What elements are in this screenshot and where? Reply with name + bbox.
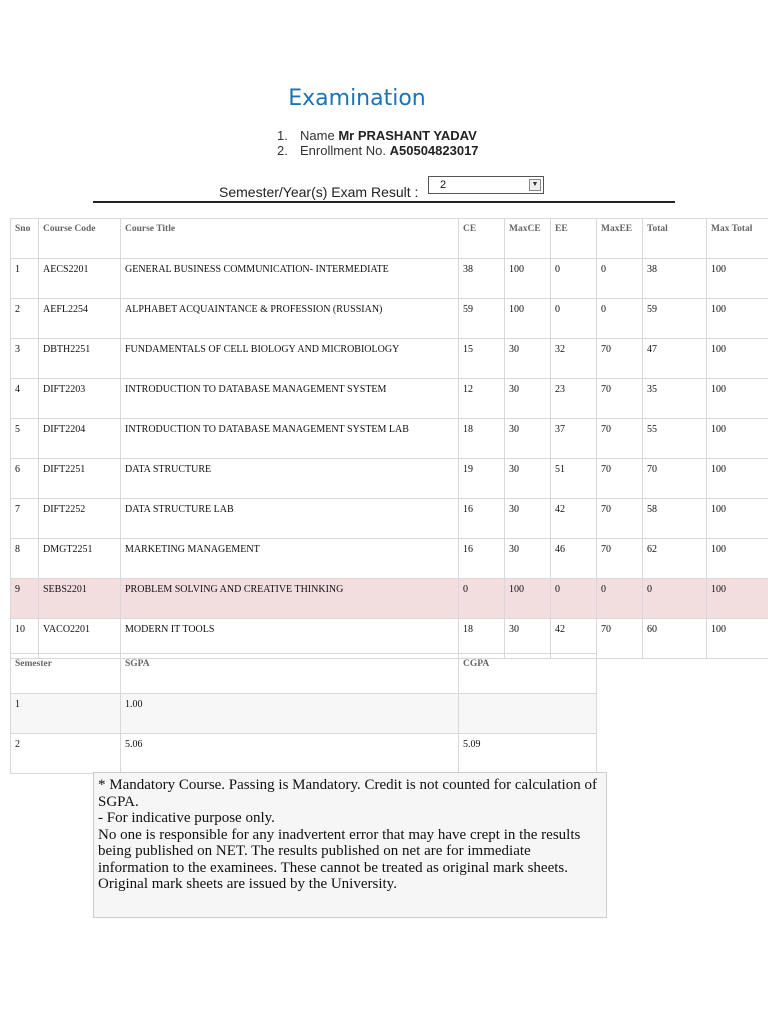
note-line: No one is responsible for any inadvertent error that may have crept in the results being published on NET. The results published on net are for immediate information to the examinees. These cannot be treated as original mark sheets. Original mark sheets are issued by the University.	[98, 826, 581, 892]
results-header: MaxCE	[505, 219, 551, 259]
results-cell: 5	[11, 419, 39, 459]
dropdown-arrow-icon[interactable]: ▼	[529, 179, 541, 191]
results-cell: 100	[707, 499, 768, 539]
results-cell: INTRODUCTION TO DATABASE MANAGEMENT SYSTEM	[121, 379, 459, 419]
results-cell: 70	[597, 499, 643, 539]
results-cell: 30	[505, 499, 551, 539]
list-number: 2.	[277, 143, 288, 158]
results-header: CE	[459, 219, 505, 259]
results-cell: 3	[11, 339, 39, 379]
results-cell: DIFT2204	[39, 419, 121, 459]
results-cell: 59	[643, 299, 707, 339]
student-info-list	[277, 128, 479, 158]
results-cell: 100	[707, 339, 768, 379]
results-cell: 60	[643, 619, 707, 659]
results-cell: 70	[597, 459, 643, 499]
gpa-cell: 5.09	[459, 734, 597, 774]
results-row	[11, 379, 768, 419]
results-header: Max Total	[707, 219, 768, 259]
results-cell: 10	[11, 619, 39, 659]
results-cell: 70	[597, 539, 643, 579]
results-row	[11, 419, 768, 459]
gpa-cell	[459, 694, 597, 734]
gpa-row	[11, 734, 597, 774]
results-cell: 0	[643, 579, 707, 619]
results-row	[11, 579, 768, 619]
results-header: Total	[643, 219, 707, 259]
results-cell: 16	[459, 539, 505, 579]
results-cell: 18	[459, 619, 505, 659]
results-cell: 15	[459, 339, 505, 379]
results-cell: 19	[459, 459, 505, 499]
results-cell: 0	[551, 259, 597, 299]
results-cell: PROBLEM SOLVING AND CREATIVE THINKING	[121, 579, 459, 619]
results-cell: AECS2201	[39, 259, 121, 299]
results-cell: DIFT2252	[39, 499, 121, 539]
results-cell: 0	[597, 579, 643, 619]
results-header-row	[11, 219, 768, 259]
results-cell: 100	[707, 299, 768, 339]
results-cell: 100	[505, 299, 551, 339]
results-cell: 100	[707, 379, 768, 419]
results-header: Course Code	[39, 219, 121, 259]
results-cell: 37	[551, 419, 597, 459]
semester-selector-row	[93, 176, 675, 203]
results-cell: 0	[551, 299, 597, 339]
results-cell: 51	[551, 459, 597, 499]
note-line: - For indicative purpose only.	[98, 810, 275, 826]
results-cell: 38	[459, 259, 505, 299]
results-cell: 70	[597, 339, 643, 379]
student-name-row	[277, 128, 479, 143]
disclaimer-notes	[93, 772, 607, 918]
results-cell: AEFL2254	[39, 299, 121, 339]
results-cell: 0	[597, 299, 643, 339]
results-header: MaxEE	[597, 219, 643, 259]
results-cell: 32	[551, 339, 597, 379]
results-cell: 100	[505, 259, 551, 299]
results-row	[11, 539, 768, 579]
results-header: Sno	[11, 219, 39, 259]
results-cell: 70	[597, 619, 643, 659]
enrollment-number: A50504823017	[389, 143, 479, 158]
results-cell: 0	[551, 579, 597, 619]
results-cell: 38	[643, 259, 707, 299]
results-cell: 7	[11, 499, 39, 539]
results-cell: GENERAL BUSINESS COMMUNICATION- INTERMEDIATE	[121, 259, 459, 299]
semester-label: Semester/Year(s) Exam Result :	[219, 184, 419, 200]
results-header: EE	[551, 219, 597, 259]
results-cell: 0	[597, 259, 643, 299]
results-cell: 100	[707, 419, 768, 459]
results-cell: FUNDAMENTALS OF CELL BIOLOGY AND MICROBIOLOGY	[121, 339, 459, 379]
results-cell: 1	[11, 259, 39, 299]
results-cell: ALPHABET ACQUAINTANCE & PROFESSION (RUSSIAN)	[121, 299, 459, 339]
results-cell: MODERN IT TOOLS	[121, 619, 459, 659]
results-cell: DIFT2251	[39, 459, 121, 499]
gpa-table	[10, 653, 597, 774]
results-cell: 70	[597, 419, 643, 459]
results-cell: DATA STRUCTURE	[121, 459, 459, 499]
results-row	[11, 459, 768, 499]
results-cell: 59	[459, 299, 505, 339]
results-cell: 70	[643, 459, 707, 499]
results-cell: 9	[11, 579, 39, 619]
results-cell: 100	[707, 539, 768, 579]
results-cell: MARKETING MANAGEMENT	[121, 539, 459, 579]
results-cell: 30	[505, 339, 551, 379]
results-cell: 30	[505, 379, 551, 419]
results-cell: 30	[505, 419, 551, 459]
results-cell: SEBS2201	[39, 579, 121, 619]
results-cell: DMGT2251	[39, 539, 121, 579]
results-cell: 100	[707, 619, 768, 659]
results-cell: 8	[11, 539, 39, 579]
gpa-row	[11, 694, 597, 734]
gpa-cell: 2	[11, 734, 121, 774]
results-row	[11, 299, 768, 339]
results-cell: 100	[707, 259, 768, 299]
name-label: Name	[300, 128, 335, 143]
results-row	[11, 339, 768, 379]
results-row	[11, 499, 768, 539]
results-cell: 4	[11, 379, 39, 419]
results-cell: 23	[551, 379, 597, 419]
results-cell: 16	[459, 499, 505, 539]
results-cell: 0	[459, 579, 505, 619]
results-cell: 35	[643, 379, 707, 419]
results-header: Course Title	[121, 219, 459, 259]
page-title: Examination	[288, 86, 426, 111]
gpa-header: SGPA	[121, 654, 459, 694]
results-cell: 6	[11, 459, 39, 499]
results-cell: DBTH2251	[39, 339, 121, 379]
results-cell: 42	[551, 619, 597, 659]
results-cell: 47	[643, 339, 707, 379]
results-cell: 100	[505, 579, 551, 619]
gpa-header-row	[11, 654, 597, 694]
results-cell: 62	[643, 539, 707, 579]
gpa-header: CGPA	[459, 654, 597, 694]
list-number: 1.	[277, 128, 288, 143]
results-cell: 30	[505, 539, 551, 579]
enrollment-row	[277, 143, 479, 158]
results-cell: DIFT2203	[39, 379, 121, 419]
results-cell: VACO2201	[39, 619, 121, 659]
results-cell: 70	[597, 379, 643, 419]
results-table	[10, 218, 768, 659]
gpa-cell: 1	[11, 694, 121, 734]
results-cell: INTRODUCTION TO DATABASE MANAGEMENT SYSTEM LAB	[121, 419, 459, 459]
results-cell: 12	[459, 379, 505, 419]
results-cell: 42	[551, 499, 597, 539]
results-cell: 100	[707, 459, 768, 499]
gpa-cell: 1.00	[121, 694, 459, 734]
semester-select[interactable]	[428, 176, 544, 194]
results-cell: 18	[459, 419, 505, 459]
results-cell: 100	[707, 579, 768, 619]
results-cell: 2	[11, 299, 39, 339]
gpa-header: Semester	[11, 654, 121, 694]
student-name: Mr PRASHANT YADAV	[338, 128, 477, 143]
results-cell: 30	[505, 459, 551, 499]
results-cell: 30	[505, 619, 551, 659]
results-cell: 55	[643, 419, 707, 459]
enrollment-label: Enrollment No.	[300, 143, 386, 158]
results-cell: 46	[551, 539, 597, 579]
note-line: * Mandatory Course. Passing is Mandatory. Credit is not counted for calculation of SGPA.	[98, 777, 597, 810]
gpa-cell: 5.06	[121, 734, 459, 774]
results-cell: 58	[643, 499, 707, 539]
semester-selected-value: 2	[440, 179, 447, 191]
results-row	[11, 259, 768, 299]
results-cell: DATA STRUCTURE LAB	[121, 499, 459, 539]
